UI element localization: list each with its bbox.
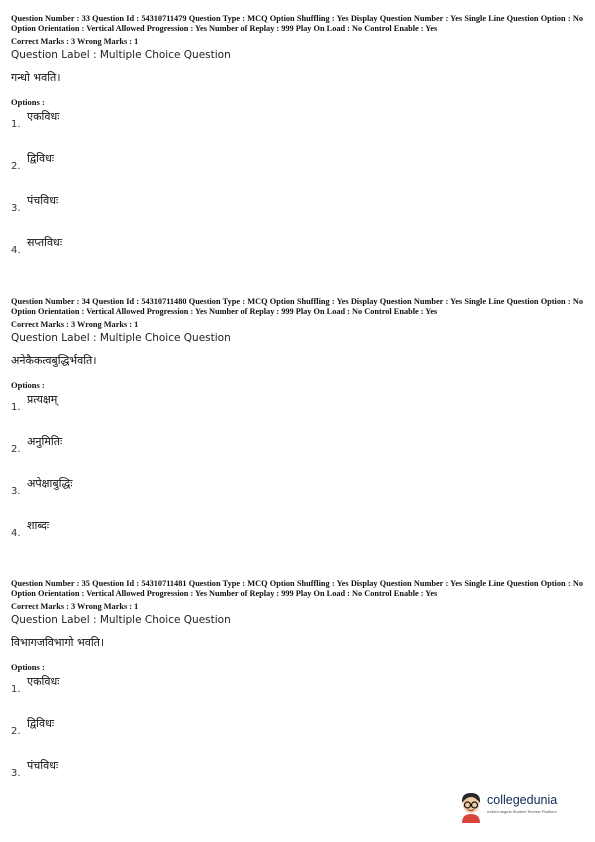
question-marks: Correct Marks : 3 Wrong Marks : 1 xyxy=(11,320,139,329)
option-item[interactable] xyxy=(11,432,583,474)
option-item[interactable] xyxy=(11,233,583,275)
option-item[interactable] xyxy=(11,149,583,191)
option-number: 1. xyxy=(11,684,21,695)
logo-tagline: India's largest Student Review Platform xyxy=(487,809,557,814)
logo-brand-text: collegedunia xyxy=(487,793,558,807)
question-marks: Correct Marks : 3 Wrong Marks : 1 xyxy=(11,602,139,611)
options-heading: Options : xyxy=(11,380,45,390)
option-text: एकविधः xyxy=(27,675,60,688)
option-text: अनुमितिः xyxy=(27,435,63,448)
option-number: 1. xyxy=(11,119,21,130)
option-number: 4. xyxy=(11,245,21,256)
option-number: 3. xyxy=(11,768,21,779)
options-heading: Options : xyxy=(11,97,45,107)
option-number: 3. xyxy=(11,203,21,214)
option-text: पंचविधः xyxy=(27,194,59,207)
option-item[interactable] xyxy=(11,516,583,558)
question-label: Question Label : Multiple Choice Question xyxy=(11,49,231,61)
question-text: गन्धो भवति। xyxy=(11,71,61,84)
option-number: 2. xyxy=(11,444,21,455)
option-number: 2. xyxy=(11,161,21,172)
option-item[interactable] xyxy=(11,107,583,149)
option-text: शाब्दः xyxy=(27,519,50,532)
collegedunia-logo xyxy=(456,790,576,824)
option-text: पंचविधः xyxy=(27,759,59,772)
option-text: एकविधः xyxy=(27,110,60,123)
option-number: 4. xyxy=(11,528,21,539)
option-text: द्विविधः xyxy=(27,152,55,165)
option-text: द्विविधः xyxy=(27,717,55,730)
option-number: 1. xyxy=(11,402,21,413)
options-heading: Options : xyxy=(11,662,45,672)
question-text: विभागजविभागो भवति। xyxy=(11,636,105,649)
question-block xyxy=(11,297,583,558)
student-mascot-icon xyxy=(456,790,486,824)
option-text: सप्तविधः xyxy=(27,236,63,249)
option-item[interactable] xyxy=(11,714,583,756)
question-marks: Correct Marks : 3 Wrong Marks : 1 xyxy=(11,37,139,46)
question-meta: Question Number : 33 Question Id : 54310711479 Question Type : MCQ Option Shuffling : Yes Display Question Number : Yes Single Line Question Option : No Option Orientation : Vertical Allowed Progression : Yes Number of Replay : 999 Play On Load : No Control Enable : Yes xyxy=(11,14,583,33)
question-meta: Question Number : 34 Question Id : 54310711480 Question Type : MCQ Option Shuffling : Yes Display Question Number : Yes Single Line Question Option : No Option Orientation : Vertical Allowed Progression : Yes Number of Replay : 999 Play On Load : No Control Enable : Yes xyxy=(11,297,583,316)
question-meta: Question Number : 35 Question Id : 54310711481 Question Type : MCQ Option Shuffling : Yes Display Question Number : Yes Single Line Question Option : No Option Orientation : Vertical Allowed Progression : Yes Number of Replay : 999 Play On Load : No Control Enable : Yes xyxy=(11,579,583,598)
question-label: Question Label : Multiple Choice Question xyxy=(11,332,231,344)
option-number: 3. xyxy=(11,486,21,497)
option-item[interactable] xyxy=(11,390,583,432)
question-text: अनेकैकत्वबुद्धिर्भवति। xyxy=(11,354,97,367)
option-item[interactable] xyxy=(11,672,583,714)
question-block xyxy=(11,14,583,275)
option-text: प्रत्यक्षम् xyxy=(27,393,58,406)
option-text: अपेक्षाबुद्धिः xyxy=(27,477,73,490)
question-block xyxy=(11,579,583,798)
option-item[interactable] xyxy=(11,191,583,233)
option-item[interactable] xyxy=(11,474,583,516)
question-label: Question Label : Multiple Choice Question xyxy=(11,614,231,626)
option-number: 2. xyxy=(11,726,21,737)
